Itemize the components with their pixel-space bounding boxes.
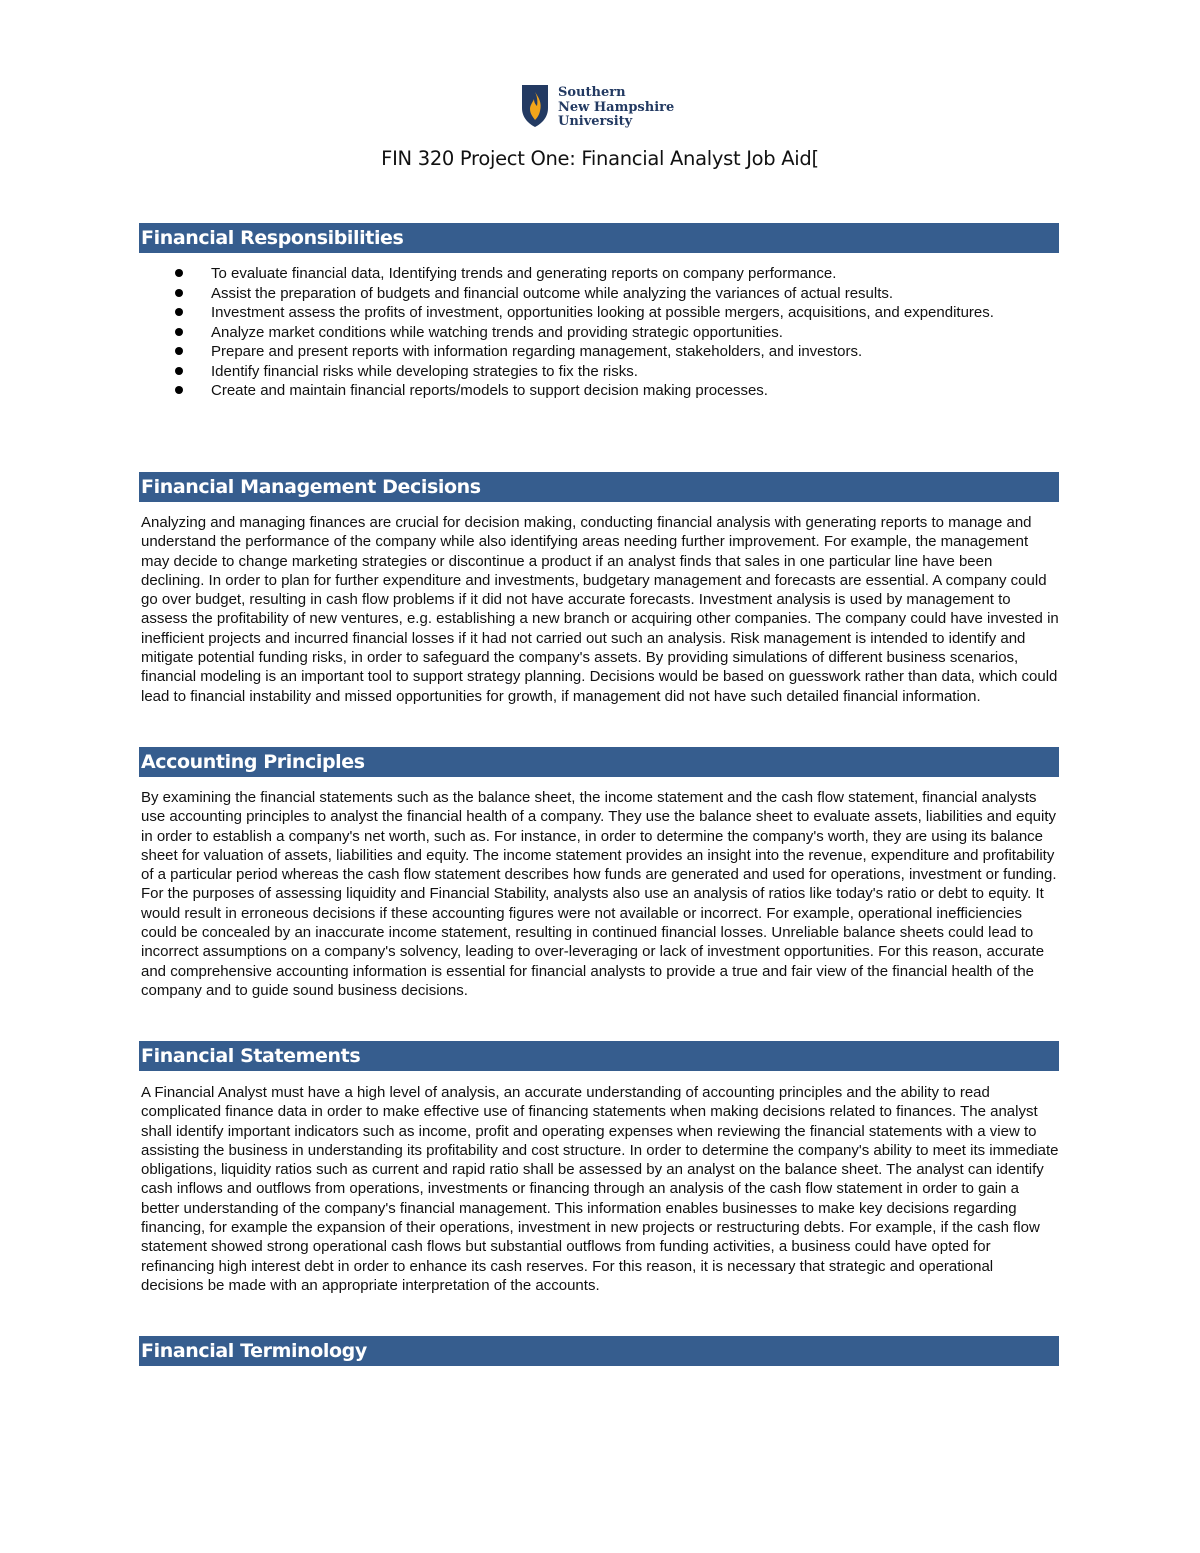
list-item-text: Identify financial risks while developing strategies to fix the risks. bbox=[211, 362, 638, 380]
list-item bbox=[172, 264, 1032, 284]
section-heading-terminology: Financial Terminology bbox=[139, 1336, 1059, 1366]
list-item bbox=[172, 303, 1032, 323]
list-item-text: Analyze market conditions while watching trends and providing strategic opportunities. bbox=[211, 323, 783, 341]
bullet-icon bbox=[175, 367, 183, 375]
list-item-text: Investment assess the profits of investment, opportunities looking at possible mergers, acquisitions, and expenditures. bbox=[211, 304, 994, 321]
bullet-icon bbox=[175, 347, 183, 355]
bullet-icon bbox=[175, 328, 183, 336]
list-item bbox=[172, 284, 1032, 304]
section-heading-responsibilities: Financial Responsibilities bbox=[139, 223, 1059, 253]
logo-line: University bbox=[558, 114, 633, 129]
responsibilities-list bbox=[172, 264, 1032, 401]
logo-line: Southern bbox=[558, 85, 626, 100]
snhu-logo bbox=[521, 84, 674, 130]
logo-wordmark bbox=[558, 86, 674, 130]
list-item-text: Create and maintain financial reports/models to support decision making processes. bbox=[211, 382, 768, 399]
bullet-icon bbox=[175, 308, 183, 316]
section-heading-management: Financial Management Decisions bbox=[139, 472, 1059, 502]
list-item bbox=[172, 362, 1032, 382]
list-item bbox=[172, 342, 1032, 362]
management-paragraph: Analyzing and managing finances are crucial for decision making, conducting financial analysis with generating reports to manage and understand the performance of the company while also identifying areas needing further improvement. For example, the management may decide to change marketing strategies or discontinue a product if an analyst finds that sales in one particular line have been declining. In order to plan for further expenditure and investments, budgetary management and forecasts are essential. A company could go over budget, resulting in cash flow problems if it did not have accurate forecasts. Investment analysis is used by management to assess the profitability of new ventures, e.g. establishing a new branch or acquiring other companies. The company could have invested in inefficient projects and incurred financial losses if it had not carried out such an analysis. Risk management is intended to identify and mitigate potential funding risks, in order to safeguard the company's assets. By providing simulations of different business scenarios, financial modeling is an important tool to support strategy planning. Decisions would be based on guesswork rather than data, which could lead to financial instability and missed opportunities for growth, if management did not have such detailed financial information. bbox=[141, 514, 1059, 705]
list-item-text: Assist the preparation of budgets and financial outcome while analyzing the variances of actual results. bbox=[211, 284, 894, 302]
list-item bbox=[172, 381, 1032, 401]
accounting-paragraph: By examining the financial statements such as the balance sheet, the income statement and the cash flow statement, financial analysts use accounting principles to analyst the financial health of a company. They use the balance sheet to evaluate assets, liabilities and equity in order to establish a company's net worth, such as. For instance, in order to determine the company's worth, they are using its balance sheet for valuation of assets, liabilities and equity. The income statement provides an insight into the revenue, expenditure and profitability of a particular period whereas the cash flow statement describes how funds are generated and used for operations, investment or funding. For the purposes of assessing liquidity and Financial Stability, analysts also use an analysis of ratios like today's ratio or debt to equity. It would result in erroneous decisions if these accounting figures were not available or incorrect. For example, operational inefficiencies could be concealed by an inaccurate income statement, resulting in continued financial losses. Unreliable balance sheets could lead to incorrect assumptions on a company's solvency, leading to over-leveraging or lack of investment opportunities. For this reason, accurate and comprehensive accounting information is essential for financial analysts to provide a true and fair view of the financial health of the company and to guide sound business decisions. bbox=[141, 789, 1057, 999]
section-heading-statements: Financial Statements bbox=[139, 1041, 1059, 1071]
logo-line: New Hampshire bbox=[558, 99, 675, 115]
list-item-text: To evaluate financial data, Identifying trends and generating reports on company performance. bbox=[211, 265, 837, 282]
section-heading-accounting: Accounting Principles bbox=[139, 747, 1059, 777]
bullet-icon bbox=[175, 269, 183, 277]
list-item bbox=[172, 323, 1032, 343]
statements-paragraph: A Financial Analyst must have a high level of analysis, an accurate understanding of accounting principles and the ability to read complicated finance data in order to make effective use of financing statements when making decisions related to finances. The analyst shall identify important indicators such as income, profit and operating expenses when reviewing the financial statements with a view to assisting the business in understanding its profitability and cost structure. In order to determine the company's ability to meet its immediate obligations, liquidity ratios such as current and rapid ratio shall be assessed by an analyst on the balance sheet. The analyst can identify cash inflows and outflows from operations, investments or financing through an analysis of the cash flow statement in order to gain a better understanding of the company's financial management. This information enables businesses to make key decisions regarding financing, for example the expansion of their operations, investment in new projects or restructuring debts. For example, if the cash flow statement showed strong operational cash flows but substantial outflows from funding activities, a business could have opted for refinancing high interest debt in order to enhance its cash reserves. For this reason, it is necessary that strategic and operational decisions be made with an appropriate interpretation of the accounts. bbox=[141, 1084, 1059, 1294]
list-item-text: Prepare and present reports with information regarding management, stakeholders, and investors. bbox=[211, 343, 863, 360]
bullet-icon bbox=[175, 386, 183, 394]
document-title: FIN 320 Project One: Financial Analyst Job Aid[ bbox=[381, 147, 819, 170]
bullet-icon bbox=[175, 289, 183, 297]
shield-flame-icon bbox=[521, 84, 549, 128]
